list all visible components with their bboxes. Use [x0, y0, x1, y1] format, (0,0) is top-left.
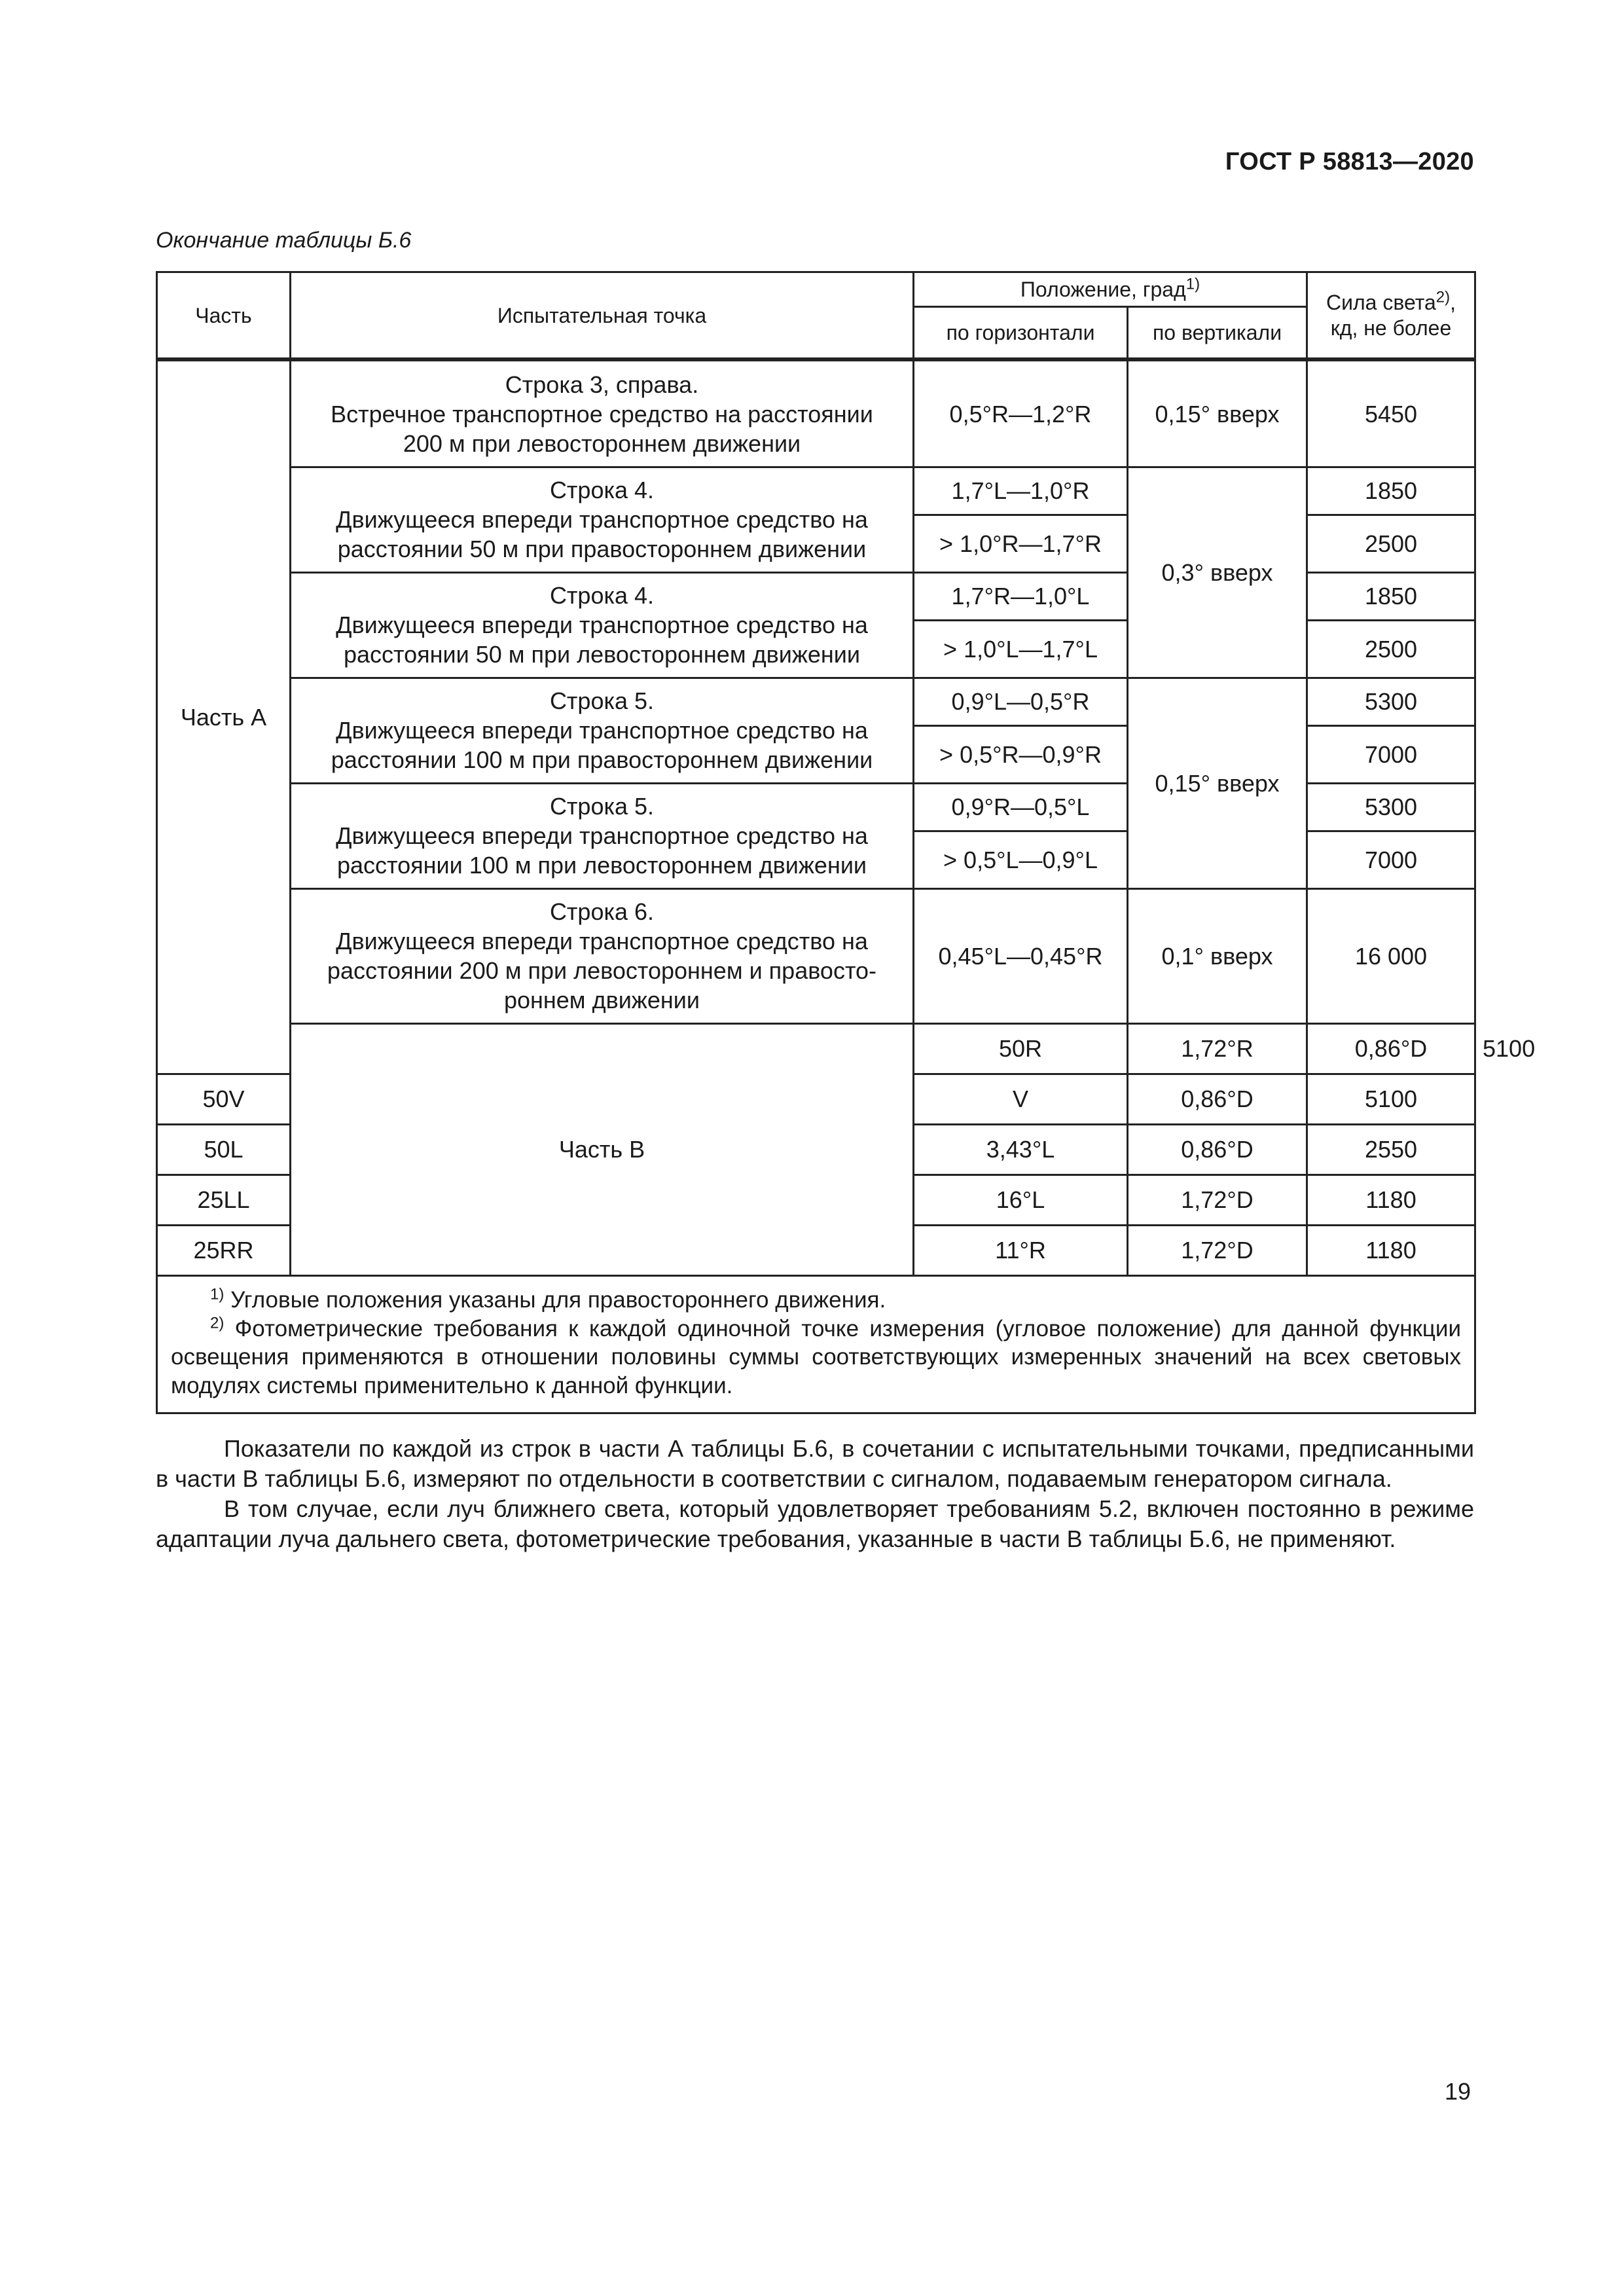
- test-point-cell: 25LL: [157, 1175, 291, 1225]
- horizontal-value: 3,43°L: [914, 1124, 1128, 1175]
- footnote-1: [171, 1286, 1461, 1315]
- intensity-value: 5100: [1307, 1074, 1475, 1124]
- footnote-2: [171, 1315, 1461, 1400]
- table-footnotes: [157, 1275, 1475, 1413]
- horizontal-value: V: [914, 1074, 1128, 1124]
- footnote-text: Угловые положения указаны для правостороннего движения.: [224, 1286, 886, 1313]
- test-point-line: Движущееся впереди транспортное средство на: [336, 822, 868, 850]
- test-point-line: расстоянии 50 м при правостороннем движении: [337, 536, 867, 563]
- intensity-value: 5450: [1307, 359, 1475, 467]
- intensity-value: 7000: [1307, 725, 1475, 783]
- body-text: [156, 1434, 1474, 1554]
- horizontal-value: > 0,5°R—0,9°R: [914, 725, 1128, 783]
- test-point-line: Движущееся впереди транспортное средство на: [336, 506, 868, 534]
- header-intensity-comma: ,: [1450, 291, 1456, 315]
- horizontal-value: > 1,0°L—1,7°L: [914, 620, 1128, 678]
- footnote-ref-2: 2): [1435, 288, 1451, 306]
- photometric-table: Часть Испытательная точка Положение, град$^{1)}$ Сила света$^{2)}$, кд, не более по горизонтали по вертикали Часть А Строка 3, справа. Встречное транспортное средство на расстоянии 200 м при левостороннем движении 0,5°R—1,2°R 0,15° вверх 5450 Строка 4. Движущееся впереди транспортное средство на расстоянии 50 м при правостороннем движении 1,7°L—1,0°R 0,3° вверх 1850 > 1,0°R—1,7°R 2500 Строка 4. Движущееся впереди транспортное средство на расстоянии 50 м при левостороннем движении 1,7°R—1,0°L 1850 > 1,0°L—1,7°L 2500 Строка 5. Движущееся впереди транспортное средство на расстоянии 100 м при правостороннем движении 0,9°L—0,5°R 0,15° вверх 5300 > 0,5°R—0,9°R 7000 Строка 5. Движущееся впереди транспортное средство на расстоянии 100 м при левостороннем движении 0,9°R—0,5°L 5300 > 0,5°L—0,9°L 7000 Строка 6. Движущееся впереди транспортное средство на расстоянии 200 м при левостороннем и правосто- роннем движении 0,45°L—0,45°R 0,1° вверх 16 000 Часть В 50R 1,72°R 0,86°D 5100 50V V 0,86°D 5100 50L 3,43°L 0,86°D 2550 25LL 16°L 1,72°D 1180 25RR 11°R 1,72°D 1180 $^{1)}$ Угловые положения указаны для правостороннего движения. $^{2)}$ Фотометрические требования к каждой одиночной точке измерения (угловое положение) для данной функции освещения применяются в отношении половины суммы соответствующих измеренных значений на всех световых модулях системы применительно к данной функции.: [156, 271, 1476, 1414]
- test-point-cell: [291, 572, 914, 678]
- header-test-point: Испытательная точка: [291, 272, 914, 360]
- header-intensity-unit: кд, не более: [1330, 316, 1452, 340]
- header-vertical: по вертикали: [1128, 307, 1307, 360]
- header-part: Часть: [157, 272, 291, 360]
- test-point-line: Встречное транспортное средство на расстоянии: [331, 400, 873, 428]
- test-point-cell: [291, 359, 914, 467]
- horizontal-value: 1,72°R: [1128, 1023, 1307, 1074]
- footnote-mark: 2): [210, 1313, 225, 1332]
- header-horizontal: по горизонтали: [914, 307, 1128, 360]
- test-point-cell: 25RR: [157, 1225, 291, 1275]
- horizontal-value: 16°L: [914, 1175, 1128, 1225]
- intensity-value: 16 000: [1307, 888, 1475, 1023]
- test-point-line: расстоянии 100 м при правостороннем движении: [331, 746, 873, 774]
- horizontal-value: 0,45°L—0,45°R: [914, 888, 1128, 1023]
- horizontal-value: 11°R: [914, 1225, 1128, 1275]
- header-position: [914, 272, 1307, 307]
- horizontal-value: 0,9°L—0,5°R: [914, 678, 1128, 725]
- footnote-ref-1: 1): [1185, 275, 1200, 293]
- horizontal-value: > 0,5°L—0,9°L: [914, 831, 1128, 888]
- horizontal-value: > 1,0°R—1,7°R: [914, 515, 1128, 572]
- vertical-value: 0,3° вверх: [1128, 467, 1307, 678]
- test-point-line: Строка 5.: [549, 687, 655, 715]
- vertical-value: 1,72°D: [1128, 1225, 1307, 1275]
- intensity-value: 1850: [1307, 467, 1475, 515]
- vertical-value: 0,15° вверх: [1128, 678, 1307, 888]
- intensity-value: 1180: [1307, 1225, 1475, 1275]
- test-point-cell: [291, 888, 914, 1023]
- table-caption: Окончание таблицы Б.6: [156, 228, 412, 253]
- intensity-value: 2550: [1307, 1124, 1475, 1175]
- vertical-value: 1,72°D: [1128, 1175, 1307, 1225]
- test-point-cell: 50R: [914, 1023, 1128, 1074]
- horizontal-value: 1,7°R—1,0°L: [914, 572, 1128, 620]
- test-point-line: 200 м при левостороннем движении: [403, 429, 801, 457]
- vertical-value: 0,1° вверх: [1128, 888, 1307, 1023]
- footnote-mark: 1): [210, 1285, 225, 1303]
- test-point-cell: 50V: [157, 1074, 291, 1124]
- test-point-line: роннем движении: [503, 987, 700, 1014]
- header-intensity-label: Сила света: [1326, 291, 1436, 315]
- vertical-value: 0,86°D: [1307, 1023, 1475, 1074]
- page-number: 19: [1444, 2078, 1471, 2105]
- test-point-cell: [291, 467, 914, 572]
- test-point-line: Движущееся впереди транспортное средство на: [336, 717, 868, 744]
- intensity-value: 2500: [1307, 620, 1475, 678]
- test-point-line: Движущееся впереди транспортное средство на: [336, 928, 868, 955]
- intensity-value: 1180: [1307, 1175, 1475, 1225]
- standard-id: ГОСТ Р 58813—2020: [1225, 148, 1474, 175]
- test-point-cell: [291, 783, 914, 888]
- test-point-line: Строка 4.: [549, 582, 655, 610]
- part-a-label: Часть А: [157, 359, 291, 1074]
- intensity-value: 5300: [1307, 783, 1475, 831]
- part-b-label: Часть В: [291, 1023, 914, 1275]
- intensity-value: 2500: [1307, 515, 1475, 572]
- horizontal-value: 1,7°L—1,0°R: [914, 467, 1128, 515]
- intensity-value: 5300: [1307, 678, 1475, 725]
- paragraph: В том случае, если луч ближнего света, который удовлетворяет требованиям 5.2, включен постоянно в режиме адаптации луча дальнего света, фотометрические требования, указанные в части В таблицы Б.6, не применяют.: [156, 1495, 1474, 1553]
- test-point-cell: 50L: [157, 1124, 291, 1175]
- test-point-line: Движущееся впереди транспортное средство на: [336, 611, 868, 639]
- intensity-value: 7000: [1307, 831, 1475, 888]
- test-point-cell: [291, 678, 914, 783]
- header-intensity: [1307, 272, 1475, 360]
- intensity-value: 1850: [1307, 572, 1475, 620]
- header-position-label: Положение, град: [1020, 278, 1186, 301]
- test-point-line: Строка 6.: [549, 898, 655, 926]
- vertical-value: 0,15° вверх: [1128, 359, 1307, 467]
- test-point-line: Строка 5.: [549, 793, 655, 820]
- footnote-text: Фотометрические требования к каждой одиночной точке измерения (угловое положение) для данной функции освещения применяются в отношении половины суммы соответствующих измеренных значений на всех световых модулях системы применительно к данной функции.: [171, 1315, 1462, 1399]
- horizontal-value: 0,5°R—1,2°R: [914, 359, 1128, 467]
- test-point-line: расстоянии 100 м при левостороннем движении: [336, 852, 867, 879]
- test-point-line: расстоянии 200 м при левостороннем и правосто-: [327, 957, 877, 985]
- paragraph: Показатели по каждой из строк в части А таблицы Б.6, в сочетании с испытательными точками, предписанными в части В таблицы Б.6, измеряют по отдельности в соответствии с сигналом, подаваемым генератором сигнала.: [156, 1435, 1474, 1493]
- test-point-line: Строка 3, справа.: [505, 371, 699, 398]
- horizontal-value: 0,9°R—0,5°L: [914, 783, 1128, 831]
- test-point-line: расстоянии 50 м при левостороннем движении: [343, 641, 861, 668]
- vertical-value: 0,86°D: [1128, 1074, 1307, 1124]
- test-point-line: Строка 4.: [549, 477, 655, 504]
- vertical-value: 0,86°D: [1128, 1124, 1307, 1175]
